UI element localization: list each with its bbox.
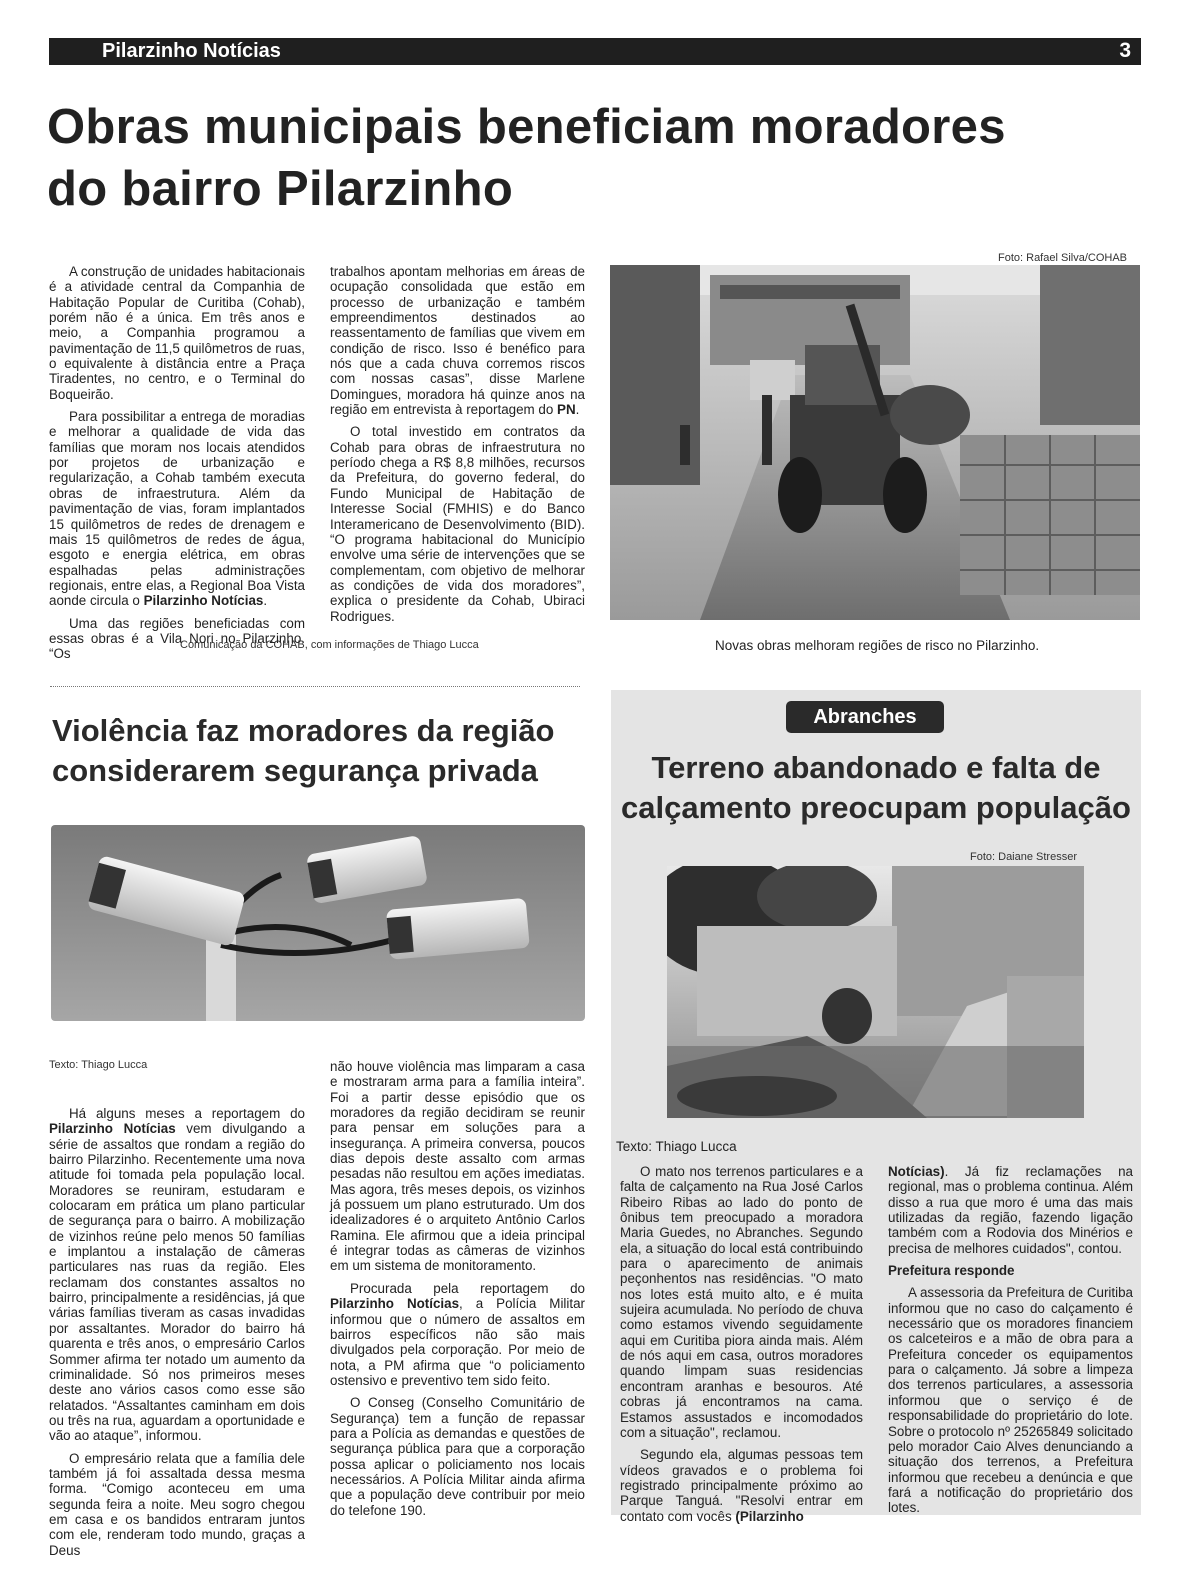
- article1-column2: [330, 264, 585, 631]
- article3-photo-credit: Foto: Daiane Stresser: [970, 851, 1077, 863]
- page-number: 3: [1119, 39, 1131, 62]
- article3-paragraph: Notícias). Já fiz reclamações na regional, mas o problema continua. Além disso a rua que moro é uma das mais utilizadas da região, fazendo ligação também com a Rodovia dos Minérios e precisa de melhores cuidados", contou.: [888, 1164, 1133, 1256]
- article3-column2: [888, 1164, 1133, 1523]
- article2-byline: Texto: Thiago Lucca: [49, 1059, 148, 1071]
- page-header-bar: [49, 38, 1141, 65]
- article1-paragraph: Uma das regiões beneficiadas com essas obras é a Vila Nori no Pilarzinho. “Os: [49, 615, 305, 662]
- article3-byline: Texto: Thiago Lucca: [616, 1139, 737, 1154]
- security-cameras-photo: [51, 825, 585, 1021]
- article2-headline: [52, 711, 592, 791]
- article3-headline-line2: calçamento preocupam população: [621, 790, 1131, 825]
- article2-paragraph: não houve violência mas limparam a casa e mostraram arma para a família inteira”. Foi a partir desse episódio que os moradores da região decidiram se reunir para pensar em soluções para a insegurança. A primeira conversa, poucos dias depois deste assalto com armas pesadas não resultou em ações imediatas. Mas agora, três meses depois, os vizinhos já possuem um plano estruturado. Um dos idealizadores é o arquiteto Antônio Carlos Ramina. Ele afirmou que a ideia principal é integrar todas as câmeras de vizinhos em um sistema de monitoramento.: [330, 1059, 585, 1274]
- article2-paragraph: O Conseg (Conselho Comunitário de Segurança) tem a função de repassar para a Polícia as demandas e questões de segurança pública para que a corporação possa aplicar o policiamento nos locais necessários. A Polícia Militar ainda afirma que a população deve contribuir por meio do telefone 190.: [330, 1395, 585, 1518]
- article2-column1: [49, 1106, 305, 1565]
- article1-paragraph: Para possibilitar a entrega de moradias e melhorar a qualidade de vida das famílias que moram nos locais atendidos por projetos de urbanização e regularização, a Cohab também executa obras de infraestrutura. Além da pavimentação de vias, foram implantados 15 quilômetros de redes de drenagem e mais 15 quilômetros de redes de água, esgoto e energia elétrica, em obras espalhadas pelas administrações regionais, entre elas, a Regional Boa Vista aonde circula o Pilarzinho Notícias.: [49, 409, 305, 609]
- article1-photo-credit: Foto: Rafael Silva/COHAB: [998, 252, 1127, 264]
- publication-title: Pilarzinho Notícias: [102, 40, 281, 62]
- article1-paragraph: A construção de unidades habitacionais é a atividade central da Companhia de Habitação Popular de Curitiba (Cohab), porém não é a única. Em três anos e meio, a Companhia programou a pavimentação de 11,5 quilômetros de ruas, o equivalente à distância entre a Praça Tiradentes, no centro, e o Terminal do Boqueirão.: [49, 264, 305, 402]
- abandoned-lot-photo: [667, 866, 1084, 1118]
- article1-paragraph: O total investido em contratos da Cohab para obras de infraestrutura no período chega a R$ 8,8 milhões, recursos da Prefeitura, do governo federal, do Fundo Municipal de Habitação de Interesse Social (FMHIS) e do Banco Interamericano de Desenvolvimento (BID). “O programa habitacional do Município envolve uma série de intervenções que se complementam, com objetivo de melhorar as condições de vida dos moradores”, explica o presidente da Cohab, Ubiraci Rodrigues.: [330, 424, 585, 624]
- article1-paragraph: trabalhos apontam melhorias em áreas de ocupação consolidada que estão em processo de urbanização e também empreendimentos destinados ao reassentamento de famílias que vivem em condição de risco. Isso é benéfico para nós que a cada chuva corremos riscos com nossas casas”, disse Marlene Domingues, moradora há quinze anos na região em entrevista à reportagem do PN.: [330, 264, 585, 418]
- article2-headline-line1: Violência faz moradores da região: [52, 713, 555, 748]
- article3-column1: [620, 1164, 863, 1531]
- article2-headline-line2: considerarem segurança privada: [52, 753, 538, 788]
- article2-paragraph: Há alguns meses a reportagem do Pilarzinho Notícias vem divulgando a série de assaltos que rondam a região do bairro Pilarzinho. Recentemente uma nova atitude foi tomada pela população local. Moradores se reuniram, estudaram e colocaram em prática um plano particular de segurança para o bairro. A mobilização de vizinhos reúne pelo menos 50 famílias e implantou a instalação de câmeras particulares nas ruas da região. Eles reclamam dos constantes assaltos no bairro, principalmente a residências, já que várias famílias tiveram as casas invadidas por assaltantes. Morador do bairro há quarenta e três anos, o empresário Carlos Sommer afirma ter notado um aumento da criminalidade. Só nos primeiros meses deste ano vários casos como esse são relatados. “Assaltantes caminham em dois ou três na rua, aguardam a oportunidade e vão ao ataque”, informou.: [49, 1106, 305, 1444]
- article1-byline: Comunicação da COHAB, com informações de Thiago Lucca: [180, 639, 479, 651]
- article2-paragraph: O empresário relata que a família dele também já foi assaltada dessa mesma forma. “Comigo aconteceu em uma segunda feira a noite. Meu sogro chegou em casa e os bandidos entraram juntos com ele, renderam todo mundo, graças a Deus: [49, 1450, 305, 1558]
- main-headline-line2: do bairro Pilarzinho: [47, 162, 514, 216]
- article2-column2: [330, 1059, 585, 1525]
- article3-headline-line1: Terreno abandonado e falta de: [651, 750, 1101, 785]
- article3-subhead: Prefeitura responde: [888, 1263, 1015, 1279]
- article3-paragraph: A assessoria da Prefeitura de Curitiba informou que no caso do calçamento é necessário que os moradores financiem os calceteiros e a mão de obra para a Prefeitura conceder os equipamentos para o calçamento. Já sobre a limpeza dos terrenos particulares, a assessoria informou que o serviço é de responsabilidade do proprietário do lote. Sobre o protocolo nº 25265849 solicitado pelo morador Caio Alves denunciando a situação dos terrenos, a Prefeitura informou que recebeu a denúncia e que fará a notificação do proprietário dos lotes.: [888, 1285, 1133, 1516]
- main-headline: [47, 96, 1147, 220]
- article3-headline: [611, 748, 1141, 828]
- article1-column1: [49, 264, 305, 669]
- section-tag: Abranches: [786, 701, 944, 733]
- article2-paragraph: Procurada pela reportagem do Pilarzinho Notícias, a Polícia Militar informou que o número de assaltos em bairros específicos não são mais divulgados pela corporação. Por meio de nota, a PM afirma que “o policiamento ostensivo e preventivo tem sido feito.: [330, 1280, 585, 1388]
- article1-photo-caption: Novas obras melhoram regiões de risco no Pilarzinho.: [715, 638, 1040, 653]
- main-headline-line1: Obras municipais beneficiam moradores: [47, 100, 1006, 154]
- section-divider: [50, 686, 580, 687]
- construction-photo: [610, 265, 1140, 620]
- article3-paragraph: Segundo ela, algumas pessoas tem vídeos gravados e o problema foi registrado principalmente próximo ao Parque Tanguá. "Resolvi entrar em contato com vocês (Pilarzinho: [620, 1447, 863, 1524]
- article3-paragraph: O mato nos terrenos particulares e a falta de calçamento na Rua José Carlos Ribeiro Ribas ao lado do ponto de ônibus tem preocupado a moradora Maria Guedes, no Abranches. Segundo ela, a situação do local está contribuindo para o aparecimento de animais peçonhentos nas residências. "O mato nos lotes está muito alto, e é muita sujeira acumulada. No período de chuva como estamos vivendo seguidamente aqui em Curitiba piora ainda mais. Além de nós aqui em casa, outros moradores quando limpam suas residencias encontram aranhas e besouros. Até cobras já encontramos na cama. Estamos assustados e incomodados com a situação", reclamou.: [620, 1164, 863, 1440]
